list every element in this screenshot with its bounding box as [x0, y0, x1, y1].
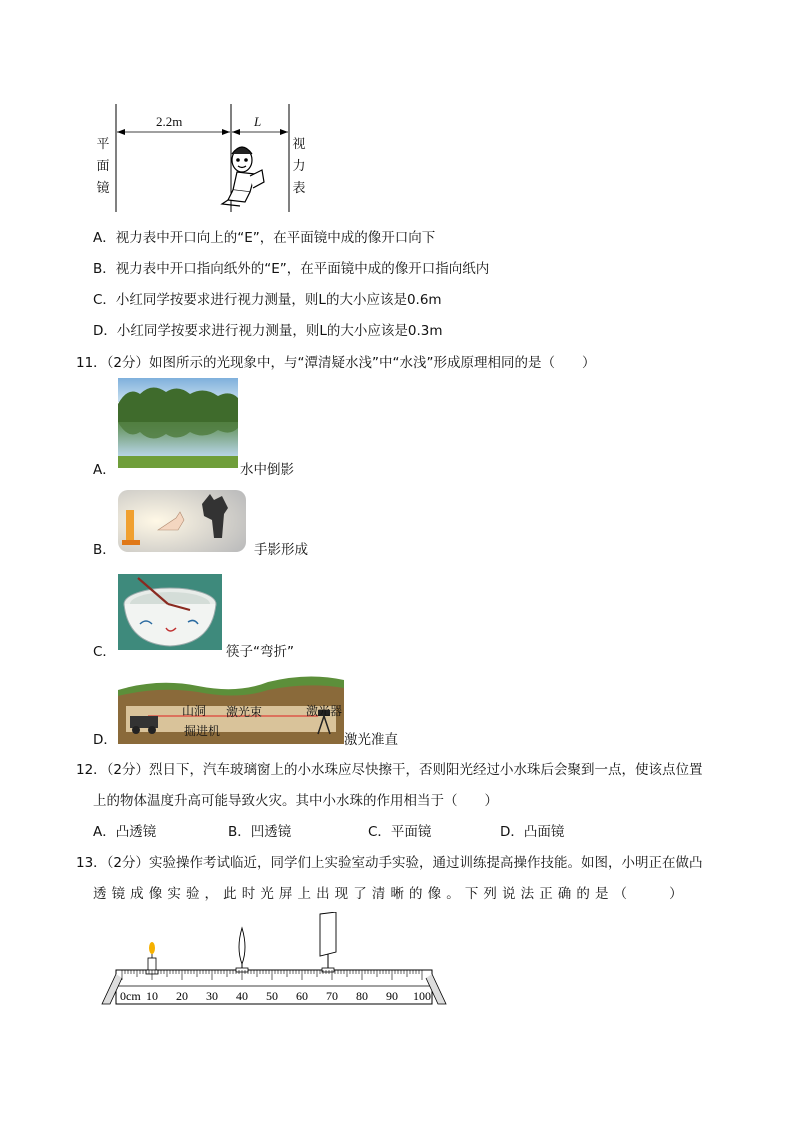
ruler-tick-label: 10 — [146, 989, 158, 1003]
machine-label: 掘进机 — [184, 724, 221, 738]
ruler-tick-label: 100 — [413, 989, 431, 1003]
laser-label: 激光器 — [306, 704, 343, 718]
q11-option-a-letter: A． — [93, 462, 116, 478]
ruler-tick-label: 90 — [386, 989, 398, 1003]
q11-option-c-letter: C． — [93, 644, 116, 660]
q11-option-c-caption: 筷子“弯折” — [226, 644, 294, 660]
q10-option-b: B．视力表中开口指向纸外的“E”，在平面镜中成的像开口指向纸内 — [93, 261, 490, 277]
q11-option-d-caption: 激光准直 — [344, 732, 398, 748]
q11-stem: 11．（2分）如图所示的光现象中，与“潭清疑水浅”中“水浅”形成原理相同的是（ ） — [76, 355, 596, 371]
laser-tunnel-image — [118, 672, 344, 744]
eye-test-figure — [90, 100, 320, 215]
lens-icon — [236, 928, 248, 972]
q10-option-a: A．视力表中开口向上的“E”，在平面镜中成的像开口向下 — [93, 230, 436, 246]
mirror-label: 平 面 镜 — [96, 137, 110, 196]
candle-icon — [146, 942, 158, 974]
optical-bench-diagram — [96, 912, 452, 1008]
ruler-tick-label: 70 — [326, 989, 338, 1003]
ruler-tick-label: 0cm — [120, 989, 141, 1003]
q11-option-b-letter: B． — [93, 542, 116, 558]
beam-label: 激光束 — [226, 705, 263, 719]
q11-option-d-letter: D． — [93, 732, 117, 748]
q12-line2: 上的物体温度升高可能导致火灾。其中小水珠的作用相当于（ ） — [93, 793, 498, 809]
l-label: L — [254, 114, 262, 129]
tunnel-label: 山洞 — [182, 704, 207, 718]
q12-option-d: D．凸面镜 — [500, 824, 565, 840]
q12-option-c: C．平面镜 — [368, 824, 432, 840]
chopsticks-bowl-image — [118, 574, 222, 650]
q10-option-c: C．小红同学按要求进行视力测量，则L的大小应该是0.6m — [93, 292, 442, 308]
q11-option-b-caption: 手影形成 — [254, 542, 308, 558]
distance-label: 2.2m — [156, 114, 183, 129]
q11-option-a-caption: 水中倒影 — [240, 462, 294, 478]
ruler-tick-label: 40 — [236, 989, 248, 1003]
q12-option-a: A．凸透镜 — [93, 824, 157, 840]
ruler-tick-label: 80 — [356, 989, 368, 1003]
screen-icon — [320, 912, 336, 972]
q10-option-d: D．小红同学按要求进行视力测量，则L的大小应该是0.3m — [93, 323, 443, 339]
eye-test-diagram — [90, 100, 320, 215]
q12-line1: 12．（2分）烈日下，汽车玻璃窗上的小水珠应尽快擦干，否则阳光经过小水珠后会聚到一点，使该点位置 — [76, 762, 703, 778]
q13-line1: 13．（2分）实验操作考试临近，同学们上实验室动手实验，通过训练提高操作技能。如图，小明正在做凸 — [76, 855, 703, 871]
ruler-tick-label: 20 — [176, 989, 188, 1003]
ruler-tick-label: 30 — [206, 989, 218, 1003]
q12-option-b: B．凹透镜 — [228, 824, 292, 840]
ruler-tick-label: 50 — [266, 989, 278, 1003]
reflection-image — [118, 378, 238, 468]
ruler-tick-label: 60 — [296, 989, 308, 1003]
hand-shadow-image — [118, 490, 246, 552]
q13-line2: 透 镜 成 像 实 验 ， 此 时 光 屏 上 出 现 了 清 晰 的 像 。 下 列 说 法 正 确 的 是 （ ） — [93, 886, 684, 902]
chart-label: 视 力 表 — [292, 137, 306, 196]
person-icon — [222, 147, 264, 206]
optical-bench-figure — [96, 912, 452, 1008]
